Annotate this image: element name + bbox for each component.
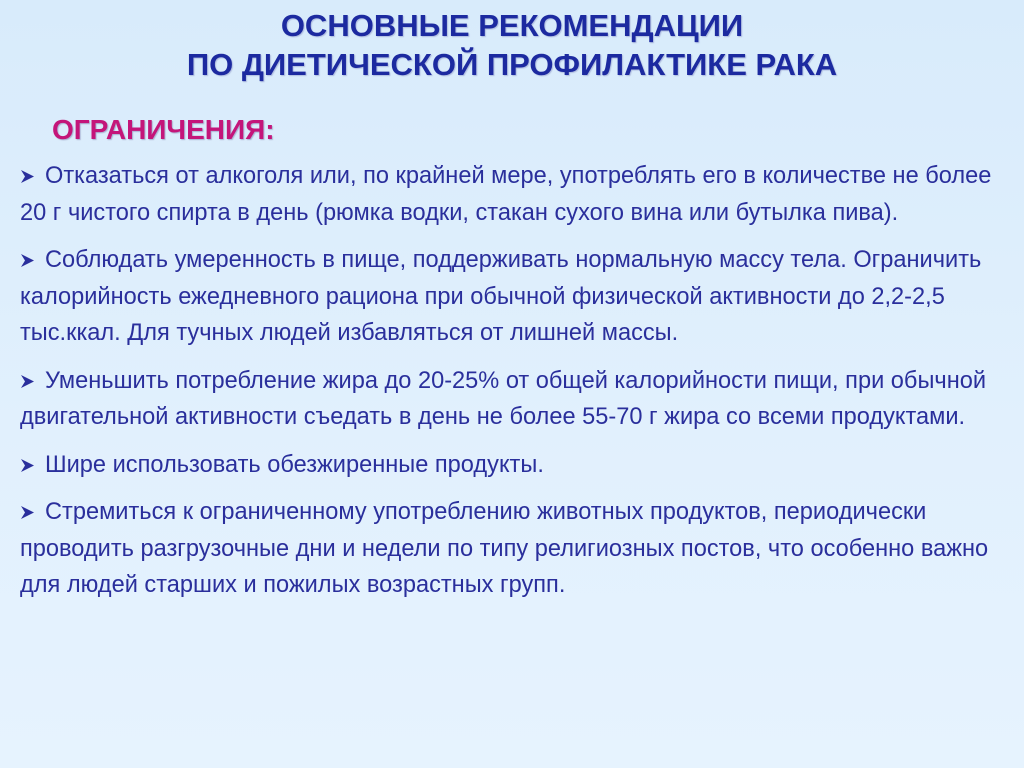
- slide-title: [0, 6, 1024, 84]
- list-item: [20, 494, 1005, 604]
- arrow-bullet-icon: [20, 374, 35, 389]
- arrow-bullet-icon: [20, 458, 35, 473]
- list-item: [20, 158, 1005, 231]
- title-line-1: ОСНОВНЫЕ РЕКОМЕНДАЦИИ: [280, 8, 744, 43]
- section-heading: ОГРАНИЧЕНИЯ:: [52, 114, 275, 145]
- list-item-text: Стремиться к ограниченному употреблению животных продуктов, периодически проводить разгрузочные дни и недели по типу религиозных постов, что особенно важно для людей старших и пожилых возрастных групп.: [20, 499, 989, 598]
- list-item-text: Уменьшить потребление жира до 20-25% от общей калорийности пищи, при обычной двигательной активности съедать в день не более 55-70 г жира со всеми продуктами.: [20, 367, 987, 430]
- arrow-bullet-icon: [20, 253, 35, 268]
- arrow-bullet-icon: [20, 169, 35, 184]
- arrow-bullet-icon: [20, 505, 35, 520]
- list-item: [20, 363, 1005, 436]
- list-item-text: Отказаться от алкоголя или, по крайней мере, употреблять его в количестве не более 20 г чистого спирта в день (рюмка водки, стакан сухого вина или бутылка пива).: [20, 163, 992, 226]
- title-line-2: ПО ДИЕТИЧЕСКОЙ ПРОФИЛАКТИКЕ РАКА: [186, 47, 838, 82]
- list-item-text: Шире использовать обезжиренные продукты.: [45, 451, 544, 478]
- restrictions-list: [20, 158, 1005, 615]
- list-item: [20, 447, 1005, 484]
- list-item-text: Соблюдать умеренность в пище, поддерживать нормальную массу тела. Ограничить калорийность ежедневного рациона при обычной физической активности до 2,2-2,5 тыс.ккал. Для тучных людей избавляться от лишней массы.: [20, 247, 982, 346]
- list-item: [20, 242, 1005, 352]
